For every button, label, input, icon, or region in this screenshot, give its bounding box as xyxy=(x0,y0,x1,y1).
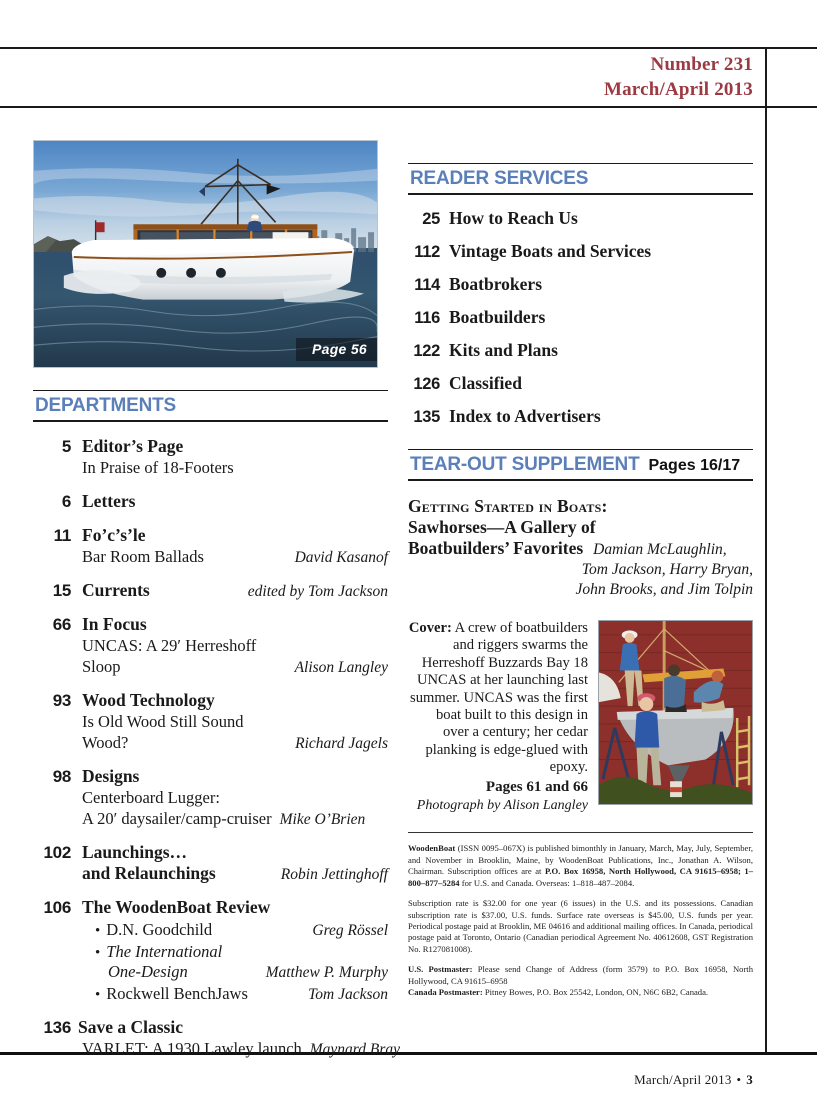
review-item-title: Rockwell BenchJaws xyxy=(106,984,248,1003)
dept-author: David Kasanof xyxy=(294,549,388,566)
dept-page-number: 136 xyxy=(43,1018,71,1037)
tear-out-title: TEAR-OUT SUPPLEMENT xyxy=(410,454,640,475)
dept-title: Launchings… xyxy=(82,842,188,862)
masthead-paragraph-postmaster xyxy=(408,964,753,998)
departments-list xyxy=(33,436,401,1059)
top-rule xyxy=(0,47,817,49)
issue-number: Number 231 xyxy=(650,54,753,75)
dept-page-number: 106 xyxy=(43,898,71,917)
list-item[interactable] xyxy=(408,373,753,394)
review-item-author: Matthew P. Murphy xyxy=(265,964,388,981)
tear-out-authors-line2: Tom Jackson, Harry Bryan, xyxy=(581,561,753,578)
dept-title: Currents xyxy=(82,580,150,600)
dept-author: Mike O’Brien xyxy=(279,811,366,828)
bullet-icon: • xyxy=(95,945,101,961)
review-item-author: Greg Rössel xyxy=(312,922,388,939)
dept-subtitle-cont: A 20′ daysailer/camp-cruiser xyxy=(82,809,272,828)
cover-label: Cover: xyxy=(408,620,452,636)
header-bottom-rule xyxy=(0,106,817,108)
footer-separator: • xyxy=(736,1072,742,1087)
dept-page-number: 5 xyxy=(61,437,71,456)
list-item[interactable] xyxy=(408,241,753,262)
hero-page-reference: Page 56 xyxy=(296,338,377,361)
dept-author: Maynard Bray xyxy=(309,1041,401,1058)
footer-date: March/April 2013 xyxy=(634,1072,732,1087)
cover-photo xyxy=(598,620,753,805)
bullet-icon: • xyxy=(95,987,101,1003)
departments-section xyxy=(33,390,401,1059)
dept-author: Richard Jagels xyxy=(295,735,388,752)
rs-page-number: 25 xyxy=(422,210,440,228)
dept-page-number: 93 xyxy=(52,691,71,710)
masthead-fine-print xyxy=(408,843,753,998)
publication-name: WoodenBoat xyxy=(408,843,456,854)
rs-page-number: 116 xyxy=(414,309,440,327)
list-item[interactable] xyxy=(408,208,753,229)
dept-subtitle: Is Old Wood Still Sound xyxy=(82,712,244,731)
rs-label: Kits and Plans xyxy=(449,340,558,360)
tear-out-heading-line1: Getting Started in Boats: xyxy=(408,496,608,516)
cover-photo-illustration xyxy=(599,621,752,804)
list-item[interactable] xyxy=(33,525,388,567)
list-item[interactable] xyxy=(408,307,753,328)
tear-out-rule-bottom xyxy=(408,479,753,481)
reader-services-section xyxy=(408,163,753,427)
left-column xyxy=(33,140,401,1072)
list-item[interactable] xyxy=(33,491,388,512)
dept-title: Editor’s Page xyxy=(82,436,184,456)
dept-subtitle-cont: Sloop xyxy=(82,657,121,676)
cover-caption xyxy=(408,620,598,814)
list-item[interactable] xyxy=(33,842,388,884)
list-item[interactable] xyxy=(408,274,753,295)
review-item-author: Tom Jackson xyxy=(308,986,388,1003)
dept-subtitle: Centerboard Lugger: xyxy=(82,788,220,807)
list-item[interactable] xyxy=(33,580,388,601)
rs-page-number: 126 xyxy=(413,375,440,393)
issue-date: March/April 2013 xyxy=(603,79,753,100)
subscription-address: P.O. Box 16958, North Hollywood, CA 91615–6958; 1–800–877–5284 xyxy=(408,866,753,888)
dept-title: Letters xyxy=(82,491,136,511)
dept-subtitle: Bar Room Ballads xyxy=(82,547,204,566)
rs-label: Index to Advertisers xyxy=(449,406,601,426)
dept-page-number: 98 xyxy=(52,767,71,786)
cover-caption-text: A crew of boatbuilders and riggers swarms the Herreshoff Buzzards Bay 18 UNCAS at her launching last summer. UNCAS was the first boat built to this design in over a century; her cedar planking is edge-glued with epoxy. xyxy=(410,620,588,776)
dept-author: Robin Jettinghoff xyxy=(280,866,388,883)
tear-out-heading-line2: Sawhorses—A Gallery of xyxy=(408,517,596,537)
dept-title: Designs xyxy=(82,766,140,786)
dept-title: Fo’c’s’le xyxy=(82,525,146,545)
masthead-paragraph-publication xyxy=(408,843,753,889)
review-item-title-cont: One-Design xyxy=(108,962,188,981)
rs-label: Classified xyxy=(449,373,522,393)
rs-label: Boatbrokers xyxy=(449,274,543,294)
dept-subtitle: UNCAS: A 29′ Herreshoff xyxy=(82,636,257,655)
list-item[interactable] xyxy=(408,340,753,361)
dept-author: Alison Langley xyxy=(294,659,388,676)
dept-page-number: 6 xyxy=(61,492,71,511)
dept-page-number: 102 xyxy=(43,843,71,862)
list-item[interactable] xyxy=(33,690,388,753)
rs-page-number: 112 xyxy=(414,243,440,261)
dept-subtitle: In Praise of 18-Footers xyxy=(82,458,234,477)
tear-out-heading-line3: Boatbuilders’ Favorites xyxy=(408,538,584,558)
list-item[interactable] xyxy=(33,897,388,1004)
us-postmaster-text: Please send Change of Address (form 3579) to P.O. Box 16958, North Hollywood, CA 91615–6958 xyxy=(408,964,753,986)
departments-rule-bottom xyxy=(33,420,388,422)
review-item-title: The International xyxy=(106,942,223,961)
dept-subtitle-cont: Wood? xyxy=(82,733,129,752)
list-item[interactable] xyxy=(33,1017,401,1059)
rs-label: Vintage Boats and Services xyxy=(449,241,652,261)
tear-out-author-first: Damian McLaughlin, xyxy=(593,541,727,558)
rs-page-number: 114 xyxy=(414,276,440,294)
list-item[interactable] xyxy=(33,436,388,478)
reader-services-rule-bottom xyxy=(408,193,753,195)
list-item[interactable] xyxy=(408,406,753,427)
dept-page-number: 15 xyxy=(52,581,71,600)
list-item[interactable] xyxy=(33,614,388,677)
masthead-paragraph-rates: Subscription rate is $32.00 for one year (6 issues) in the U.S. and its possessions. Canadian subscription rate is $37.00, U.S. funds. Surface rate overseas is $45.00, U.S. funds per year. Periodical postage paid at Brooklin, ME 04616 and additional mailing offices. In Canada, periodical postage paid at Toronto, Ontario (Canadian periodical Agreement No. 40612608, GST Registration No. R127081008). xyxy=(408,898,753,954)
rs-page-number: 122 xyxy=(413,342,440,360)
tear-out-authors xyxy=(408,560,753,600)
cover-page-refs: Pages 61 and 66 xyxy=(485,778,588,795)
issue-header xyxy=(604,52,753,102)
dept-title: The WoodenBoat Review xyxy=(82,897,271,917)
hero-photo xyxy=(33,140,378,368)
dept-page-number: 66 xyxy=(52,615,71,634)
hero-photo-illustration xyxy=(34,141,377,367)
dept-subtitle: VARLET: A 1930 Lawley launch xyxy=(82,1039,302,1058)
reader-services-title: READER SERVICES xyxy=(410,168,589,189)
departments-title: DEPARTMENTS xyxy=(35,395,177,416)
dept-title: Save a Classic xyxy=(78,1017,183,1037)
dept-page-number: 11 xyxy=(53,526,71,545)
tear-out-heading xyxy=(408,496,753,560)
right-margin-vertical-rule xyxy=(765,47,767,1054)
tear-out-authors-line3: John Brooks, and Jim Tolpin xyxy=(575,581,753,598)
footer-page-number: 3 xyxy=(746,1072,753,1087)
dept-title: In Focus xyxy=(82,614,147,634)
tear-out-supplement-section xyxy=(408,449,753,600)
cover-photo-credit: Photograph by Alison Langley xyxy=(416,798,588,814)
dept-title-cont: and Relaunchings xyxy=(82,863,216,883)
masthead-p1-d: for U.S. and Canada. Overseas: 1–818–487–2084. xyxy=(459,877,635,888)
right-column xyxy=(408,163,753,1007)
rs-label: How to Reach Us xyxy=(449,208,578,228)
page-footer xyxy=(634,1072,753,1088)
dept-title: Wood Technology xyxy=(82,690,215,710)
dept-author: edited by Tom Jackson xyxy=(247,583,388,600)
us-postmaster-label: U.S. Postmaster: xyxy=(408,964,473,975)
masthead-divider xyxy=(408,832,753,833)
list-item[interactable] xyxy=(33,766,388,829)
review-item-title: D.N. Goodchild xyxy=(106,920,213,939)
rs-label: Boatbuilders xyxy=(449,307,546,327)
masthead-p1-b: (ISSN 0095–067X) is published bimonthly in January, March, May, July, September, and November in Brooklin, Maine, by WoodenBoat Publications, Inc., Jonathan A. Wilson, Chairman. Subscription offices are at xyxy=(408,843,753,877)
cover-block xyxy=(408,620,753,814)
rs-page-number: 135 xyxy=(413,408,440,426)
canada-postmaster-text: Pitney Bowes, P.O. Box 25542, London, ON, N6C 6B2, Canada. xyxy=(482,986,709,997)
tear-out-pages: Pages 16/17 xyxy=(648,457,741,474)
reader-services-list xyxy=(408,208,753,427)
bullet-icon: • xyxy=(95,923,101,939)
canada-postmaster-label: Canada Postmaster: xyxy=(408,986,483,997)
